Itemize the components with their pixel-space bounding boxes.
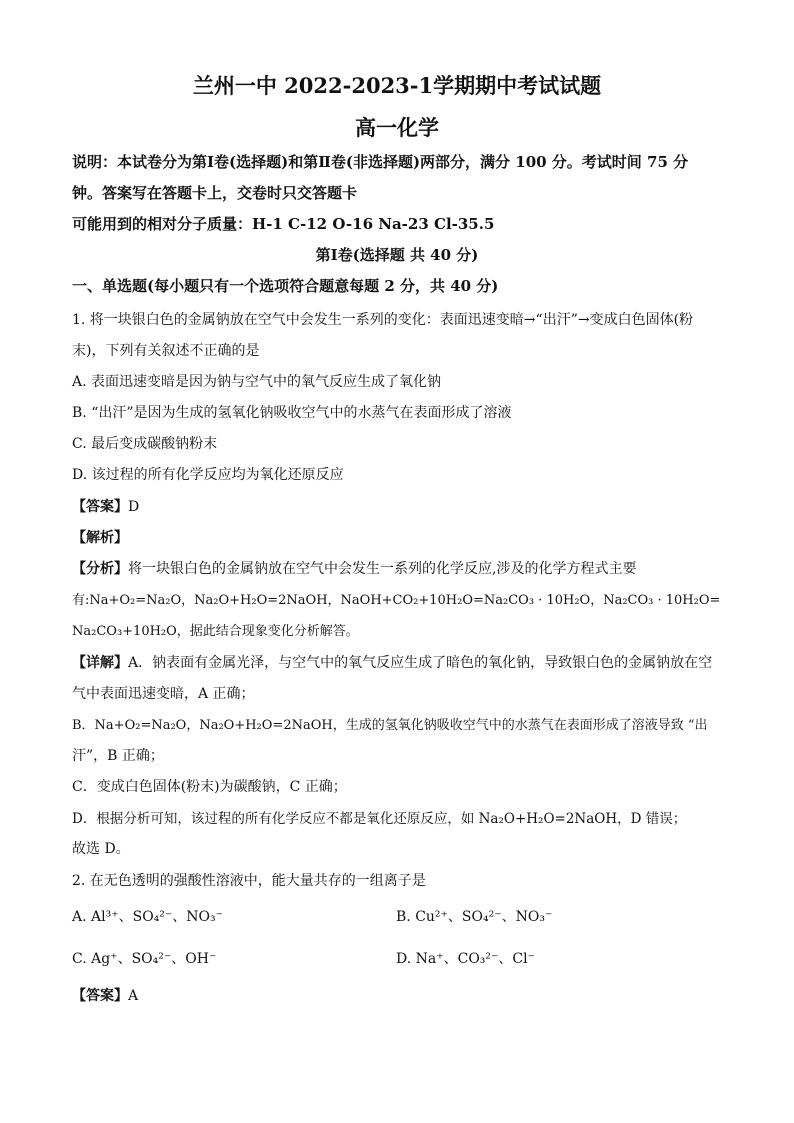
- q1-option-d: D. 该过程的所有化学反应均为氧化还原反应: [72, 467, 344, 483]
- q1-fenxi-label: 【分析】: [72, 561, 128, 577]
- q1-detail-a: [72, 652, 712, 672]
- molar-mass-line: 可能用到的相对分子质量：H-1 C-12 O-16 Na-23 Cl-35.5: [72, 215, 495, 233]
- q1-fenxi: [72, 558, 636, 578]
- q1-stem-line-1: 1. 将一块银白色的金属钠放在空气中会发生一系列的变化：表面迅速变暗→“出汗”→变成白色固体(粉: [72, 312, 694, 328]
- q2-option-c: C. Ag⁺、SO₄²⁻、OH⁻: [72, 951, 217, 967]
- q1-option-c: C. 最后变成碳酸钠粉末: [72, 436, 218, 452]
- instructions-line-1: 说明：本试卷分为第Ⅰ卷(选择题)和第Ⅱ卷(非选择题)两部分，满分 100 分。考试时间 75 分: [72, 153, 689, 171]
- q2-answer-value: A: [128, 988, 139, 1004]
- q1-detail-b-line-2: 汗”，B 正确；: [72, 748, 164, 764]
- instructions-line-2: 钟。答案写在答题卡上，交卷时只交答题卡: [72, 184, 358, 202]
- q1-detail-d: D．根据分析可知，该过程的所有化学反应不都是氧化还原反应，如 Na₂O+H₂O=2NaOH，D 错误；: [72, 811, 687, 827]
- exam-subtitle: 高一化学: [355, 115, 439, 140]
- exam-title: 兰州一中 2022-2023-1学期期中考试试题: [192, 73, 602, 98]
- section-heading: 第Ⅰ卷(选择题 共 40 分): [315, 246, 479, 264]
- q1-conclusion: 故选 D。: [72, 841, 130, 857]
- q1-answer-value: D: [128, 499, 140, 515]
- q1-detail-a-line-1: A．钠表面有金属光泽，与空气中的氧气反应生成了暗色的氧化钠，导致银白色的金属钠放在空: [128, 655, 713, 671]
- q2-option-b: B. Cu²⁺、SO₄²⁻、NO₃⁻: [396, 909, 553, 925]
- q1-detail-label: 【详解】: [72, 655, 128, 671]
- q2-answer-label: 【答案】: [72, 988, 128, 1004]
- q2-stem: 2. 在无色透明的强酸性溶液中，能大量共存的一组离子是: [72, 873, 426, 889]
- q1-analysis-label: 【解析】: [72, 530, 128, 546]
- q1-option-a: A. 表面迅速变暗是因为钠与空气中的氧气反应生成了氧化钠: [72, 374, 442, 390]
- q1-detail-c: C．变成白色固体(粉末)为碳酸钠，C 正确；: [72, 779, 347, 795]
- q1-equations-line-2: Na₂CO₃+10H₂O，据此结合现象变化分析解答。: [72, 624, 359, 639]
- q1-stem-line-2: 末)，下列有关叙述不正确的是: [72, 343, 260, 359]
- q1-equations-line-1: 有:Na+O₂=Na₂O，Na₂O+H₂O=2NaOH，NaOH+CO₂+10H₂O=Na₂CO₃ · 10H₂O，Na₂CO₃ · 10H₂O=: [72, 593, 721, 608]
- q1-detail-a-line-2: 气中表面迅速变暗，A 正确；: [72, 686, 255, 702]
- q2-option-d: D. Na⁺、CO₃²⁻、Cl⁻: [396, 951, 535, 967]
- q2-option-a: A. Al³⁺、SO₄²⁻、NO₃⁻: [72, 909, 224, 925]
- q2-answer: [72, 985, 138, 1005]
- q1-detail-b-line-1: B．Na+O₂=Na₂O，Na₂O+H₂O=2NaOH，生成的氢氧化钠吸收空气中的水蒸气在表面形成了溶液导致 “出: [72, 718, 708, 733]
- part-title: 一、单选题(每小题只有一个选项符合题意每题 2 分，共 40 分): [72, 277, 499, 295]
- q1-answer-label: 【答案】: [72, 499, 128, 515]
- q1-answer: [72, 496, 139, 516]
- q1-fenxi-text: 将一块银白色的金属钠放在空气中会发生一系列的化学反应,涉及的化学方程式主要: [128, 561, 637, 577]
- q1-option-b: B. “出汗”是因为生成的氢氧化钠吸收空气中的水蒸气在表面形成了溶液: [72, 405, 512, 421]
